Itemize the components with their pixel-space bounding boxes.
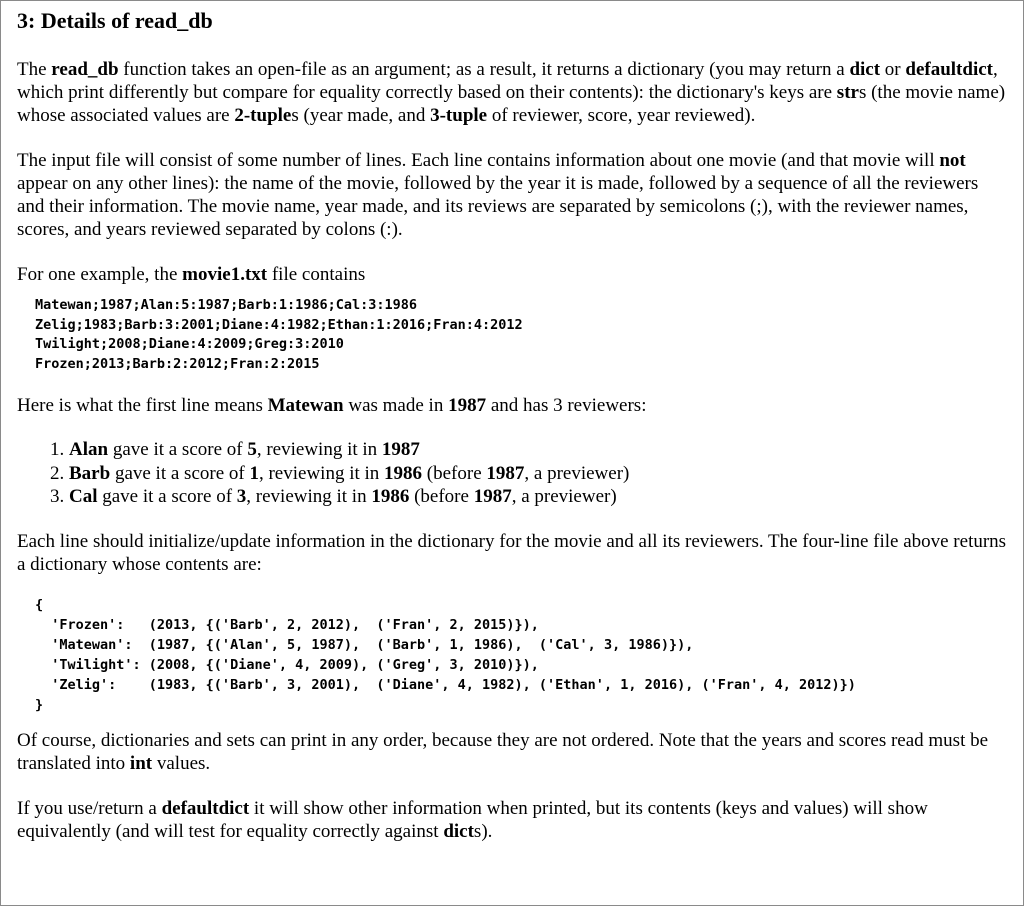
bold-text: 2-tuple xyxy=(234,105,292,126)
text-run: it will show other information when printed, but its contents (keys and values) will show equivalently (and will test for equality correctly against xyxy=(17,797,928,842)
bold-text: Cal xyxy=(69,486,98,507)
bold-text: 1987 xyxy=(448,395,487,416)
reviewer-list-item xyxy=(69,438,1007,462)
bold-text: 1986 xyxy=(384,462,423,484)
bold-text: dict xyxy=(443,820,474,842)
text-run: Each line should initialize/update information in the dictionary for the movie and all its reviewers. The four-line file above returns a dictionary whose contents are: xyxy=(17,530,1007,575)
text-run: For one example, the xyxy=(17,264,183,285)
section-title: 3: Details of read_db xyxy=(17,8,213,33)
paragraph-input-format xyxy=(17,149,1007,241)
code-line: 'Frozen': (2013, {('Barb', 2, 2012), ('Fran', 2, 2015)}), xyxy=(35,616,539,633)
text-run: The input file will consist of some number of lines. Each line contains information about one movie (and that movie will xyxy=(17,150,940,171)
paragraph-defaultdict-note xyxy=(17,797,1007,843)
text-run: If you use/return a xyxy=(17,797,162,819)
code-line: Zelig;1983;Barb:3:2001;Diane:4:1982;Ethan:1:2016;Fran:4:2012 xyxy=(35,316,523,333)
text-run: Of course, dictionaries and sets can print in any order, because they are not ordered. Note that the years and scores read must be translated into xyxy=(17,729,989,774)
bold-text: 3 xyxy=(236,486,247,507)
text-run: appear on any other lines): the name of the movie, followed by the year it is made, followed by a sequence of all the reviewers and their information. The movie name, year made, and its reviews are separated by semicolons (;), with the reviewer names, scores, and years reviewed separated by colons (:). xyxy=(17,173,979,240)
bold-text: 5 xyxy=(247,439,257,460)
code-line: { xyxy=(35,596,44,613)
paragraph-first-line-meaning xyxy=(17,394,1007,417)
paragraph-dictionary-intro xyxy=(17,530,1007,576)
text-run: (before xyxy=(409,486,474,507)
text-run: s (the movie name) whose associated values are xyxy=(17,82,1006,126)
bold-text: 1986 xyxy=(371,486,410,507)
bold-text: read_db xyxy=(51,59,119,80)
bold-text: 3-tuple xyxy=(430,105,488,126)
text-run: , reviewing it in xyxy=(258,462,385,484)
code-line: 'Twilight': (2008, {('Diane', 4, 2009), ('Greg', 3, 2010)}), xyxy=(35,656,539,673)
code-line: } xyxy=(35,696,44,713)
text-run: gave it a score of xyxy=(97,486,237,507)
reviewer-list-item xyxy=(69,462,1007,486)
reviewer-list-item xyxy=(69,485,1007,509)
paragraph-function-description xyxy=(17,58,1007,127)
bold-text: defaultdict xyxy=(905,59,993,80)
paragraph-ordering-note xyxy=(17,729,1007,775)
text-run: was made in xyxy=(343,395,449,416)
text-run: function takes an open-file as an argument; as a result, it returns a dictionary (you may return a xyxy=(118,59,850,80)
document-body xyxy=(17,6,1007,843)
bold-text: movie1.txt xyxy=(182,264,268,285)
code-line: Twilight;2008;Diane:4:2009;Greg:3:2010 xyxy=(35,336,344,352)
text-run: , which print differently but compare for equality correctly based on their contents): the dictionary's keys are xyxy=(17,59,998,103)
code-line: Frozen;2013;Barb:2:2012;Fran:2:2015 xyxy=(35,355,320,372)
code-line: 'Zelig': (1983, {('Barb', 3, 2001), ('Diane', 4, 1982), ('Ethan', 1, 2016), ('Fran', 4, 2012)}) xyxy=(35,676,856,693)
bold-text: Barb xyxy=(69,462,111,484)
text-run: , a previewer) xyxy=(511,486,617,507)
text-run: gave it a score of xyxy=(110,462,250,484)
bold-text: Alan xyxy=(69,439,109,460)
dictionary-output-code-block xyxy=(35,595,1007,715)
text-run: , reviewing it in xyxy=(246,486,372,507)
text-run: file contains xyxy=(267,264,366,285)
code-line: 'Matewan': (1987, {('Alan', 5, 1987), ('Barb', 1, 1986), ('Cal', 3, 1986)}), xyxy=(35,636,694,653)
text-run: or xyxy=(880,59,906,80)
bold-text: dict xyxy=(849,59,881,80)
bold-text: defaultdict xyxy=(161,797,250,819)
bold-text: not xyxy=(939,150,966,171)
text-run: (before xyxy=(422,462,487,484)
text-run: , a previewer) xyxy=(524,462,630,484)
bold-text: 1987 xyxy=(381,439,420,460)
text-run: gave it a score of xyxy=(108,439,248,460)
text-run: s (year made, and xyxy=(291,105,431,126)
bold-text: 1987 xyxy=(473,486,512,507)
text-run: Here is what the first line means xyxy=(17,395,268,416)
bold-text: int xyxy=(129,752,153,774)
bold-text: 1 xyxy=(249,462,259,484)
text-run: , reviewing it in xyxy=(256,439,382,460)
file-contents-code-block xyxy=(35,296,1007,374)
text-run: values. xyxy=(152,752,211,774)
reviewer-list xyxy=(17,438,1007,509)
text-run: and has 3 reviewers: xyxy=(486,395,647,416)
bold-text: 1987 xyxy=(486,462,525,484)
bold-text: Matewan xyxy=(267,395,344,416)
code-line: Matewan;1987;Alan:5:1987;Barb:1:1986;Cal:3:1986 xyxy=(35,297,418,313)
paragraph-example-intro xyxy=(17,263,1007,286)
text-run: of reviewer, score, year reviewed). xyxy=(487,105,756,126)
text-run: The xyxy=(17,59,52,80)
bold-text: str xyxy=(836,82,859,103)
text-run: s). xyxy=(473,820,493,842)
